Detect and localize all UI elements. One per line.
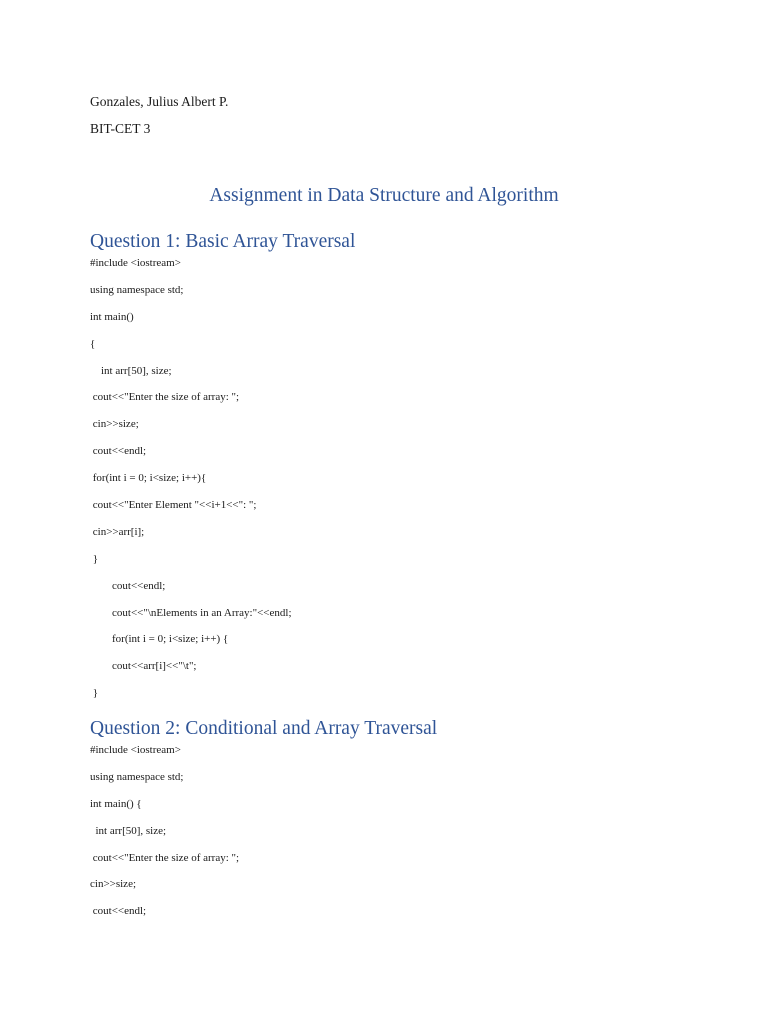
- code-line: using namespace std;: [90, 283, 184, 296]
- code-line: cout<<"Enter Element "<<i+1<<": ";: [90, 499, 257, 512]
- code-line: cout<<"\nElements in an Array:"<<endl;: [90, 606, 292, 619]
- code-line: for(int i = 0; i<size; i++) {: [90, 633, 229, 646]
- question-1-heading: Question 1: Basic Array Traversal: [90, 231, 356, 252]
- document-title: Assignment in Data Structure and Algorithm: [209, 185, 559, 206]
- question-2-heading: Question 2: Conditional and Array Traversal: [90, 718, 438, 739]
- code-line: cout<<endl;: [90, 445, 147, 458]
- code-line: using namespace std;: [90, 770, 184, 783]
- code-line: }: [90, 552, 99, 565]
- author-name: Gonzales, Julius Albert P.: [90, 94, 229, 109]
- author-section: BIT-CET 3: [90, 121, 151, 136]
- code-line: cin>>size;: [90, 418, 139, 431]
- code-line: #include <iostream>: [90, 257, 181, 269]
- code-line: cout<<endl;: [90, 579, 166, 592]
- code-line: cin>>size;: [90, 878, 137, 891]
- code-line: int main() {: [90, 797, 142, 810]
- code-line: {: [90, 337, 96, 350]
- code-line: cin>>arr[i];: [90, 525, 145, 538]
- question-1-code: [90, 256, 730, 713]
- code-line: int arr[50], size;: [90, 364, 172, 377]
- code-line: int arr[50], size;: [90, 824, 167, 837]
- question-2-code: [90, 743, 730, 931]
- code-line: #include <iostream>: [90, 744, 181, 756]
- code-line: cout<<"Enter the size of array: ";: [90, 391, 240, 404]
- code-line: for(int i = 0; i<size; i++){: [90, 472, 207, 485]
- code-line: cout<<arr[i]<<"\t";: [90, 660, 197, 673]
- code-line: cout<<"Enter the size of array: ";: [90, 851, 240, 864]
- code-line: }: [90, 687, 99, 700]
- code-line: cout<<endl;: [90, 905, 147, 918]
- code-line: int main(): [90, 310, 134, 323]
